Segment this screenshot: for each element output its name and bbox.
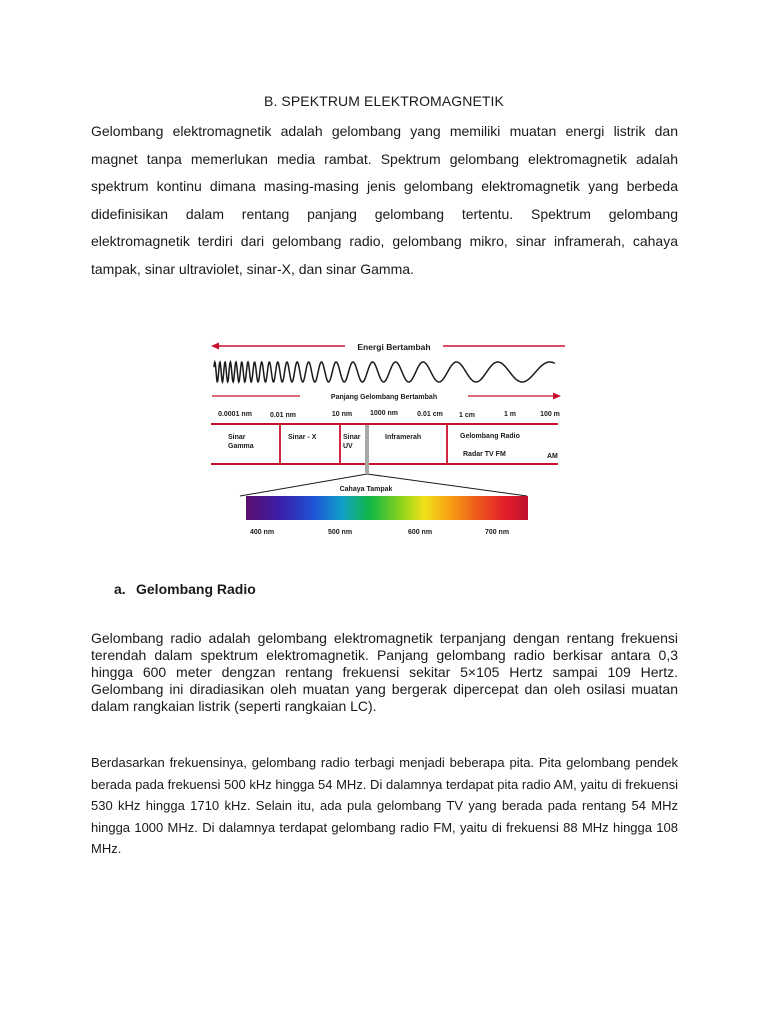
visible-spectrum-bar xyxy=(246,496,528,520)
wavelength-scale xyxy=(218,410,560,419)
wavelength-label: Panjang Gelombang Bertambah xyxy=(330,394,438,401)
em-spectrum-figure xyxy=(205,335,565,545)
subsection-title: Gelombang Radio xyxy=(136,581,256,597)
scale-label: 0.0001 nm xyxy=(218,411,252,418)
band-radar-tv-fm: Radar TV FM xyxy=(463,451,506,458)
intro-paragraph: Gelombang elektromagnetik adalah gelombang yang memiliki muatan energi listrik dan magnet tanpa memerlukan media rambat. Spektrum gelombang elektromagnetik adalah spektrum kontinu dimana masing-masing jenis gelombang elektromagnetik yang berbeda didefinisikan dalam rentang panjang gelombang tertentu. Spektrum gelombang elektromagnetik terdiri dari gelombang radio, gelombang mikro, sinar inframerah, cahaya tampak, sinar ultraviolet, sinar-X, dan sinar Gamma. xyxy=(91,123,678,277)
scale-label: 100 m xyxy=(540,411,560,418)
scale-label: 10 nm xyxy=(331,411,353,418)
band-uv: Sinar xyxy=(343,434,361,441)
visible-label: Cahaya Tampak xyxy=(339,486,393,493)
visible-scale-label: 500 nm xyxy=(327,529,353,536)
radio-paragraph-1: Gelombang radio adalah gelombang elektromagnetik terpanjang dengan rentang frekuensi terendah dalam spektrum elektromagnetik. Panjang gelombang radio berkisar antara 0,3 hingga 600 meter dengzan rentang frekuensi sekitar 5×105 Hertz sampai 109 Hertz. Gelombang ini diradiasikan oleh muatan yang bergerak dipercepat dan oleh osilasi muatan dalam rangkaian listrik (seperti rangkaian LC). xyxy=(91,630,678,714)
band-gamma: Sinar xyxy=(228,434,246,441)
band-gamma: Gamma xyxy=(228,443,254,450)
radio-paragraph-2: Berdasarkan frekuensinya, gelombang radio terbagi menjadi beberapa pita. Pita gelombang pendek berada pada frekuensi 500 kHz hingga 54 MHz. Di dalamnya terdapat pita radio AM, yaitu di frekuensi 530 kHz hingga 1710 kHz. Selain itu, ada pula gelombang TV yang berada pada rentang 54 MHz hingga 1000 MHz. Di dalamnya terdapat gelombang radio FM, yaitu di frekuensi 88 MHz hingga 108 MHz. xyxy=(91,755,678,856)
scale-label: 0.01 cm xyxy=(417,411,443,418)
band-box xyxy=(211,424,558,473)
subsection-number: a. xyxy=(114,581,126,597)
section-title: B. SPEKTRUM ELEKTROMAGNETIK xyxy=(264,93,504,109)
wave-illustration xyxy=(214,362,555,382)
visible-scale-label: 700 nm xyxy=(484,529,510,536)
subsection-heading xyxy=(114,581,256,597)
scale-label: 1000 nm xyxy=(369,410,399,417)
visible-scale-label: 400 nm xyxy=(249,529,275,536)
band-infrared: Inframerah xyxy=(385,434,422,441)
visible-scale-label: 600 nm xyxy=(407,529,433,536)
band-radio: Gelombang Radio xyxy=(460,433,520,440)
energy-label: Energi Bertambah xyxy=(357,342,431,352)
scale-label: 0.01 nm xyxy=(269,412,297,419)
band-xray: Sinar - X xyxy=(288,434,317,441)
band-uv: UV xyxy=(343,443,353,450)
band-am: AM xyxy=(547,453,558,460)
scale-label: 1 m xyxy=(503,411,517,418)
scale-label: 1 cm xyxy=(459,412,475,419)
